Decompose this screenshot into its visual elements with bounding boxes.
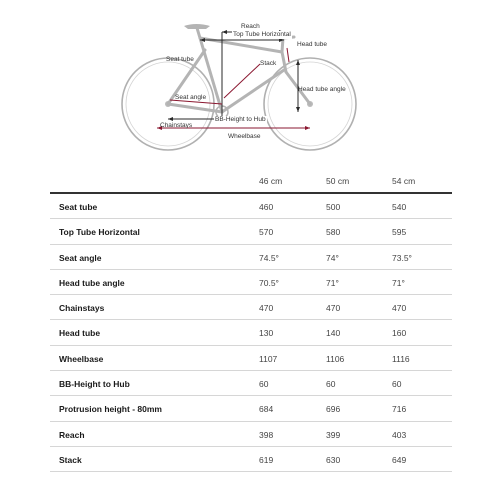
row-label: Stack <box>59 454 82 465</box>
geometry-diagram <box>0 0 500 160</box>
row-value: 470 <box>326 303 341 314</box>
row-value: 73.5° <box>392 252 412 263</box>
row-value: 71° <box>392 277 405 288</box>
table-row <box>50 371 452 396</box>
row-value: 60 <box>259 379 269 390</box>
label-seat-angle: Seat angle <box>175 94 207 101</box>
table-row <box>50 396 452 421</box>
column-header-46cm: 46 cm <box>259 176 283 186</box>
row-value: 460 <box>259 202 274 212</box>
row-value: 684 <box>259 404 274 415</box>
row-value: 1116 <box>392 353 410 364</box>
table-row <box>50 346 452 371</box>
row-label: Seat angle <box>59 252 102 263</box>
row-label: Protrusion height - 80mm <box>59 404 162 415</box>
row-label: Top Tube Horizontal <box>59 227 140 238</box>
row-value: 580 <box>326 227 341 238</box>
label-top-tube-horizontal: Top Tube Horizontal <box>233 31 291 38</box>
row-value: 1106 <box>326 353 345 364</box>
row-value: 470 <box>259 303 274 314</box>
table-row <box>50 219 452 244</box>
row-label: BB-Height to Hub <box>59 379 130 390</box>
geometry-table <box>50 168 452 472</box>
row-value: 619 <box>259 454 274 465</box>
row-value: 160 <box>392 328 407 339</box>
row-label: Seat tube <box>59 202 98 212</box>
table-row <box>50 270 452 295</box>
row-value: 716 <box>392 404 407 415</box>
row-value: 649 <box>392 454 407 465</box>
row-value: 71° <box>326 277 339 288</box>
row-value: 398 <box>259 429 274 440</box>
row-value: 570 <box>259 227 274 238</box>
label-chainstays: Chainstays <box>160 122 193 129</box>
table-row <box>50 295 452 320</box>
table-row <box>50 422 452 447</box>
row-label: Head tube angle <box>59 277 125 288</box>
saddle <box>184 24 210 29</box>
row-value: 130 <box>259 328 274 339</box>
row-value: 60 <box>326 379 336 390</box>
row-label: Reach <box>59 429 85 440</box>
row-value: 70.5° <box>259 277 279 288</box>
row-value: 140 <box>326 328 341 339</box>
row-value: 60 <box>392 379 402 390</box>
label-head-tube: Head tube <box>297 41 327 48</box>
row-label: Head tube <box>59 328 101 339</box>
column-header-50cm: 50 cm <box>326 176 350 186</box>
row-label: Chainstays <box>59 303 105 314</box>
row-value: 500 <box>326 202 341 212</box>
label-reach: Reach <box>241 23 260 30</box>
row-value: 696 <box>326 404 341 415</box>
row-value: 630 <box>326 454 341 465</box>
row-value: 403 <box>392 429 407 440</box>
row-value: 74.5° <box>259 252 279 263</box>
row-value: 74° <box>326 252 339 263</box>
label-bb-height-to-hub: BB-Height to Hub <box>215 116 266 123</box>
row-value: 540 <box>392 202 407 212</box>
table-row <box>50 245 452 270</box>
label-head-tube-angle: Head tube angle <box>298 86 346 93</box>
row-label: Wheelbase <box>59 353 104 364</box>
row-value: 595 <box>392 227 407 238</box>
table-row <box>50 194 452 219</box>
table-row <box>50 320 452 345</box>
table-row <box>50 447 452 472</box>
table-header <box>50 168 452 194</box>
row-value: 470 <box>392 303 407 314</box>
label-stack: Stack <box>260 60 277 67</box>
row-value: 399 <box>326 429 341 440</box>
row-value: 1107 <box>259 353 278 364</box>
column-header-54cm: 54 cm <box>392 176 416 186</box>
label-seat-tube: Seat tube <box>166 56 194 63</box>
label-wheelbase: Wheelbase <box>228 133 261 140</box>
